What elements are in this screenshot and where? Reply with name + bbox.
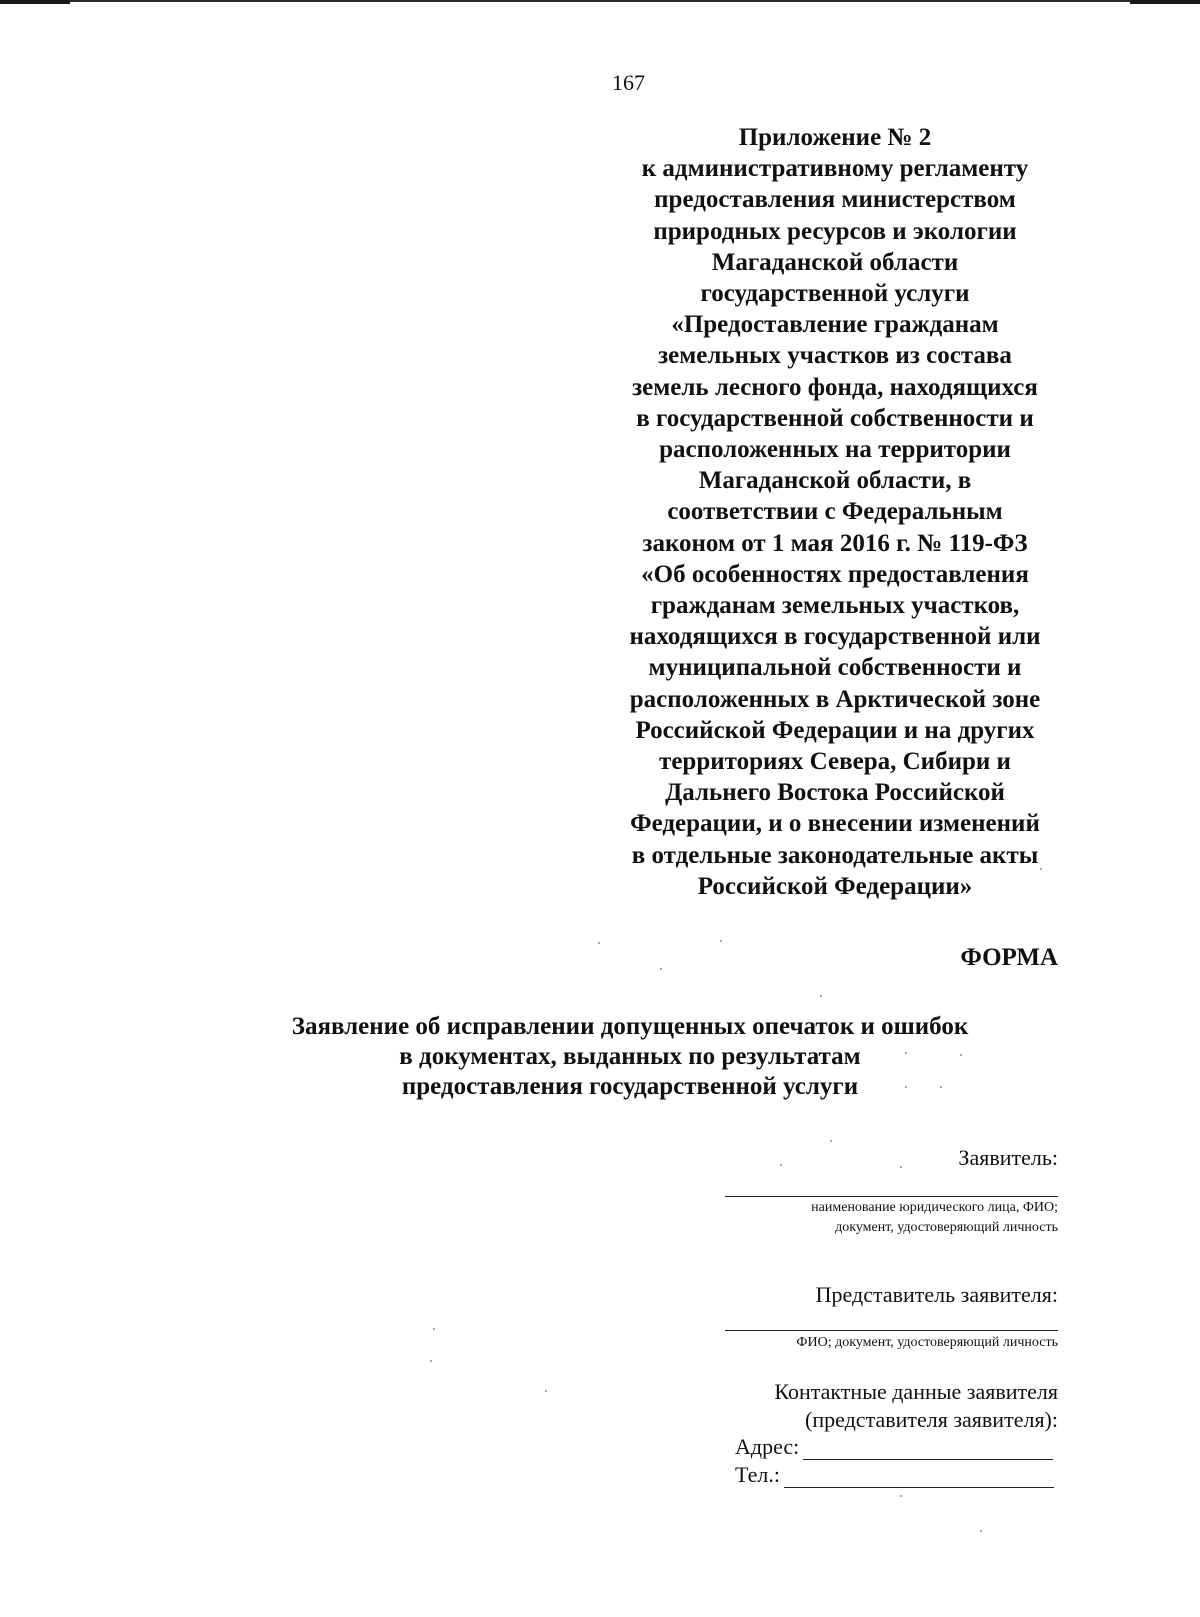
appendix-line: территориях Севера, Сибири и (659, 748, 1011, 776)
appendix-line: Магаданской области, в (698, 467, 972, 495)
scan-speck (900, 1166, 902, 1168)
appendix-line: государственной услуги (700, 280, 970, 308)
scan-edge (0, 0, 1200, 10)
appendix-line: Магаданской области (711, 248, 959, 276)
page-number: 167 (612, 70, 645, 95)
applicant-note (811, 1198, 1058, 1238)
form-title-line: Заявление об исправлении допущенных опечаток и ошибок (291, 1013, 969, 1040)
scan-speck (780, 1164, 782, 1166)
scan-speck (940, 1086, 942, 1088)
scan-mark (0, 0, 70, 4)
appendix-line: расположенных в Арктической зоне (629, 685, 1041, 713)
applicant-note-line: документ, удостоверяющий личность (835, 1220, 1058, 1235)
applicant-input-line[interactable] (725, 1196, 1058, 1197)
scan-speck (980, 1530, 982, 1532)
address-field (735, 1434, 1053, 1460)
scan-speck (430, 1360, 432, 1362)
appendix-line: муниципальной собственности и (648, 654, 1022, 682)
appendix-line: Российской Федерации» (697, 872, 973, 900)
contacts-line: (представителя заявителя): (805, 1407, 1058, 1432)
appendix-line: земельных участков из состава (658, 342, 1012, 370)
form-title-line: в документах, выданных по результатам (399, 1043, 861, 1070)
appendix-line: предоставления министерством (654, 186, 1016, 214)
appendix-line: расположенных на территории (659, 436, 1011, 464)
scan-speck (433, 1328, 435, 1330)
appendix-line: земель лесного фонда, находящихся (632, 373, 1038, 401)
address-label: Адрес: (735, 1434, 800, 1459)
representative-note-line: ФИО; документ, удостоверяющий личность (796, 1335, 1058, 1350)
appendix-line: соответствии с Федеральным (667, 498, 1003, 526)
appendix-line: в отдельные законодательные акты (631, 841, 1039, 869)
appendix-line: Федерации, и о внесении изменений (630, 810, 1040, 838)
appendix-line: в государственной собственности и (636, 404, 1034, 432)
appendix-line: «Об особенностях предоставления (641, 560, 1029, 588)
representative-input-line[interactable] (725, 1330, 1058, 1331)
phone-input-line[interactable] (784, 1467, 1054, 1488)
form-title (250, 1012, 1010, 1102)
appendix-heading (600, 122, 1070, 902)
scan-speck (820, 995, 822, 997)
scan-speck (1040, 868, 1042, 870)
contacts-heading (774, 1378, 1058, 1434)
address-input-line[interactable] (803, 1439, 1053, 1460)
scan-speck (598, 942, 600, 944)
scan-speck (545, 1390, 547, 1392)
contacts-line: Контактные данные заявителя (774, 1379, 1058, 1404)
form-label: ФОРМА (960, 944, 1058, 971)
scan-speck (900, 1495, 902, 1497)
phone-field (735, 1462, 1054, 1488)
appendix-line: природных ресурсов и экологии (653, 217, 1017, 245)
phone-label: Тел.: (735, 1462, 780, 1487)
scan-speck (905, 1052, 907, 1054)
appendix-line: Российской Федерации и на других (635, 716, 1035, 744)
appendix-line: находящихся в государственной или (629, 623, 1041, 651)
form-title-line: предоставления государственной услуги (401, 1073, 859, 1100)
representative-label: Представитель заявителя: (815, 1282, 1058, 1307)
scan-speck (660, 968, 662, 970)
applicant-note-line: наименование юридического лица, ФИО; (811, 1200, 1058, 1215)
scan-speck (960, 1054, 962, 1056)
applicant-label: Заявитель: (958, 1145, 1058, 1170)
scan-speck (905, 1086, 907, 1088)
appendix-line: «Предоставление гражданам (671, 311, 999, 339)
scan-speck (830, 1140, 832, 1142)
appendix-line: Приложение № 2 (738, 124, 932, 151)
appendix-line: к административному регламенту (641, 155, 1029, 183)
appendix-line: гражданам земельных участков, (650, 592, 1020, 620)
appendix-line: законом от 1 мая 2016 г. № 119-ФЗ (642, 529, 1028, 557)
representative-note (796, 1333, 1058, 1353)
scan-mark (1130, 0, 1200, 4)
scan-speck (720, 940, 722, 942)
appendix-line: Дальнего Востока Российской (665, 779, 1005, 807)
